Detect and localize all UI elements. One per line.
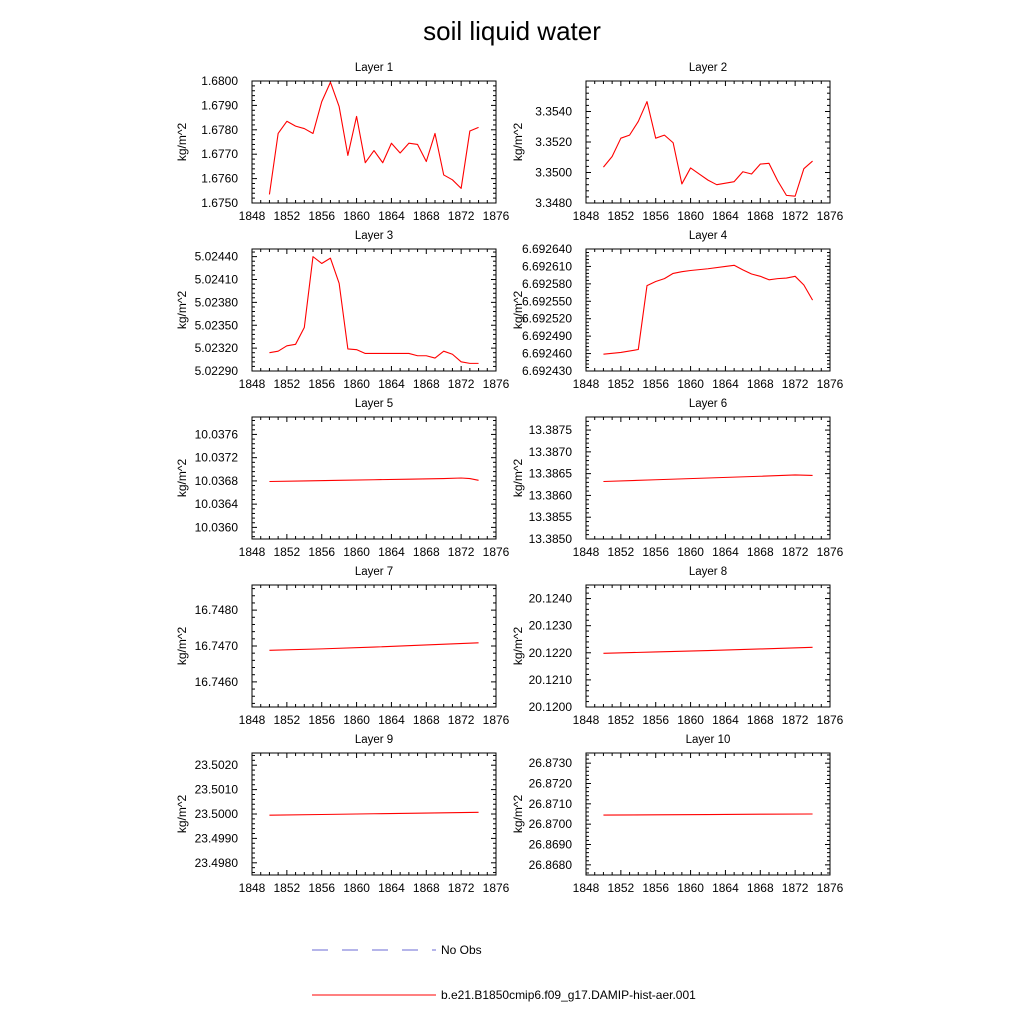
layer-3-series-line-1 bbox=[269, 257, 478, 364]
layer-5-x-tick-label-1852: 1852 bbox=[273, 545, 301, 559]
layer-7-x-tick-label-1856: 1856 bbox=[308, 713, 336, 727]
layer-10-series-line-1 bbox=[603, 814, 812, 815]
layer-3-x-tick-label-1860: 1860 bbox=[343, 377, 370, 391]
layer-6-y-tick-label-13-3855: 13.3855 bbox=[528, 510, 572, 525]
layer-9-x-tick-label-1852: 1852 bbox=[273, 881, 301, 895]
layer-6-x-tick-label-1876: 1876 bbox=[816, 545, 844, 559]
layer-5-y-tick-label-10-0364: 10.0364 bbox=[194, 497, 238, 512]
layer-4-x-tick-label-1872: 1872 bbox=[781, 377, 809, 391]
layer-5-y-tick-label-10-0360: 10.0360 bbox=[194, 520, 238, 535]
layer-3-plot-frame bbox=[252, 249, 496, 371]
layer-10-y-tick-label-26-8710: 26.8710 bbox=[528, 796, 572, 811]
layer-7-y-axis-label: kg/m^2 bbox=[175, 626, 189, 666]
layer-2-title: Layer 2 bbox=[688, 62, 728, 74]
layer-3-y-tick-label-5-02440: 5.02440 bbox=[194, 249, 238, 264]
layer-4-plot-frame bbox=[586, 249, 830, 371]
layer-10-x-tick-label-1848: 1848 bbox=[572, 881, 600, 895]
panel-layer-10 bbox=[511, 734, 844, 895]
layer-2-x-tick-label-1872: 1872 bbox=[781, 209, 809, 223]
figure-title: soil liquid water bbox=[423, 16, 601, 46]
layer-4-x-tick-label-1852: 1852 bbox=[607, 377, 635, 391]
layer-8-y-tick-label-20-1220: 20.1220 bbox=[528, 645, 572, 660]
layer-1-y-tick-label-1-6760: 1.6760 bbox=[201, 171, 238, 186]
panel-layer-3 bbox=[175, 230, 510, 391]
layer-4-x-tick-label-1864: 1864 bbox=[712, 377, 739, 391]
panel-layer-4 bbox=[511, 230, 844, 391]
layer-6-x-tick-label-1860: 1860 bbox=[677, 545, 704, 559]
layer-5-x-tick-label-1872: 1872 bbox=[447, 545, 475, 559]
layer-8-x-tick-label-1852: 1852 bbox=[607, 713, 635, 727]
layer-9-series-line-1 bbox=[269, 812, 478, 815]
layer-10-y-axis-label: kg/m^2 bbox=[511, 794, 525, 834]
layer-1-plot-frame bbox=[252, 81, 496, 203]
layer-2-y-tick-label-3-3480: 3.3480 bbox=[535, 196, 572, 210]
layer-9-x-tick-label-1848: 1848 bbox=[238, 881, 266, 895]
panel-layer-1 bbox=[175, 62, 510, 223]
layer-7-y-tick-label-16-7470: 16.7470 bbox=[194, 639, 238, 653]
layer-5-x-tick-label-1848: 1848 bbox=[238, 545, 266, 559]
layer-8-x-tick-label-1872: 1872 bbox=[781, 713, 809, 727]
layer-3-y-tick-label-5-02380: 5.02380 bbox=[194, 295, 238, 310]
layer-2-series-line-1 bbox=[603, 102, 812, 197]
layer-5-x-tick-label-1876: 1876 bbox=[482, 545, 510, 559]
layer-3-x-tick-label-1848: 1848 bbox=[238, 377, 266, 391]
layer-7-x-tick-label-1860: 1860 bbox=[343, 713, 370, 727]
layer-6-series-line-1 bbox=[603, 475, 812, 482]
layer-5-y-tick-label-10-0368: 10.0368 bbox=[194, 473, 238, 488]
layer-8-y-tick-label-20-1200: 20.1200 bbox=[528, 700, 572, 714]
layer-4-y-tick-label-6-692460: 6.692460 bbox=[521, 346, 572, 361]
layer-6-title: Layer 6 bbox=[688, 398, 728, 410]
layer-3-x-tick-label-1852: 1852 bbox=[273, 377, 301, 391]
layer-10-x-tick-label-1856: 1856 bbox=[642, 881, 670, 895]
layer-1-y-tick-label-1-6790: 1.6790 bbox=[201, 98, 238, 113]
layer-6-x-tick-label-1872: 1872 bbox=[781, 545, 809, 559]
layer-4-title: Layer 4 bbox=[688, 230, 728, 242]
layer-7-x-tick-label-1868: 1868 bbox=[412, 713, 440, 727]
layer-8-title: Layer 8 bbox=[688, 566, 728, 578]
layer-3-x-tick-label-1864: 1864 bbox=[378, 377, 405, 391]
layer-1-x-tick-label-1848: 1848 bbox=[238, 209, 266, 223]
layer-2-y-tick-label-3-3520: 3.3520 bbox=[535, 135, 572, 149]
layer-3-x-tick-label-1872: 1872 bbox=[447, 377, 475, 391]
layer-4-y-tick-label-6-692550: 6.692550 bbox=[521, 294, 572, 309]
layer-9-x-tick-label-1876: 1876 bbox=[482, 881, 510, 895]
layer-4-x-tick-label-1868: 1868 bbox=[746, 377, 774, 391]
layer-9-y-tick-label-23-5000: 23.5000 bbox=[194, 807, 238, 821]
layer-8-y-axis-label: kg/m^2 bbox=[511, 626, 525, 666]
layer-1-y-tick-label-1-6770: 1.6770 bbox=[201, 147, 238, 162]
layer-3-x-tick-label-1876: 1876 bbox=[482, 377, 510, 391]
layer-8-y-tick-label-20-1230: 20.1230 bbox=[528, 618, 572, 633]
layer-10-y-tick-label-26-8720: 26.8720 bbox=[528, 776, 572, 791]
layer-4-y-axis-label: kg/m^2 bbox=[511, 290, 525, 330]
layer-1-x-tick-label-1876: 1876 bbox=[482, 209, 510, 223]
panel-layer-6 bbox=[511, 398, 844, 559]
layer-1-x-tick-label-1856: 1856 bbox=[308, 209, 336, 223]
layer-2-y-tick-label-3-3540: 3.3540 bbox=[535, 104, 572, 119]
panel-layer-7 bbox=[175, 566, 510, 727]
layer-6-y-tick-label-13-3870: 13.3870 bbox=[528, 444, 572, 459]
layer-2-x-tick-label-1852: 1852 bbox=[607, 209, 635, 223]
layer-10-x-tick-label-1852: 1852 bbox=[607, 881, 635, 895]
layer-6-y-axis-label: kg/m^2 bbox=[511, 458, 525, 498]
layer-4-x-tick-label-1856: 1856 bbox=[642, 377, 670, 391]
layer-9-y-tick-label-23-4990: 23.4990 bbox=[194, 831, 238, 846]
layer-10-x-tick-label-1872: 1872 bbox=[781, 881, 809, 895]
layer-2-x-tick-label-1864: 1864 bbox=[712, 209, 739, 223]
layer-9-title: Layer 9 bbox=[354, 734, 394, 746]
legend bbox=[312, 943, 696, 1002]
layer-2-x-tick-label-1848: 1848 bbox=[572, 209, 600, 223]
layer-8-plot-frame bbox=[586, 585, 830, 707]
layer-10-y-tick-label-26-8700: 26.8700 bbox=[528, 817, 572, 832]
layer-1-y-tick-label-1-6780: 1.6780 bbox=[201, 122, 238, 137]
layer-7-plot-frame bbox=[252, 585, 496, 707]
layer-4-x-tick-label-1848: 1848 bbox=[572, 377, 600, 391]
layer-10-x-tick-label-1876: 1876 bbox=[816, 881, 844, 895]
layer-2-x-tick-label-1876: 1876 bbox=[816, 209, 844, 223]
layer-10-y-tick-label-26-8680: 26.8680 bbox=[528, 857, 572, 872]
layer-8-x-tick-label-1848: 1848 bbox=[572, 713, 600, 727]
layer-7-x-tick-label-1872: 1872 bbox=[447, 713, 475, 727]
panels bbox=[175, 62, 844, 895]
layer-8-y-tick-label-20-1210: 20.1210 bbox=[528, 672, 572, 687]
layer-3-x-tick-label-1868: 1868 bbox=[412, 377, 440, 391]
layer-8-x-tick-label-1864: 1864 bbox=[712, 713, 739, 727]
layer-10-y-tick-label-26-8690: 26.8690 bbox=[528, 837, 572, 852]
layer-6-y-tick-label-13-3865: 13.3865 bbox=[528, 466, 572, 481]
layer-6-x-tick-label-1868: 1868 bbox=[746, 545, 774, 559]
layer-9-x-tick-label-1864: 1864 bbox=[378, 881, 405, 895]
layer-10-title: Layer 10 bbox=[685, 734, 731, 746]
layer-5-y-axis-label: kg/m^2 bbox=[175, 458, 189, 498]
layer-1-x-tick-label-1864: 1864 bbox=[378, 209, 405, 223]
layer-3-title: Layer 3 bbox=[354, 230, 394, 242]
layer-4-y-tick-label-6-692430: 6.692430 bbox=[521, 364, 572, 378]
layer-1-y-axis-label: kg/m^2 bbox=[175, 122, 189, 162]
layer-4-x-tick-label-1876: 1876 bbox=[816, 377, 844, 391]
layer-9-x-tick-label-1860: 1860 bbox=[343, 881, 370, 895]
layer-4-series-line-1 bbox=[603, 265, 812, 354]
layer-2-plot-frame bbox=[586, 81, 830, 203]
layer-2-x-tick-label-1856: 1856 bbox=[642, 209, 670, 223]
layer-9-x-tick-label-1872: 1872 bbox=[447, 881, 475, 895]
layer-7-x-tick-label-1852: 1852 bbox=[273, 713, 301, 727]
layer-5-series-line-1 bbox=[269, 478, 478, 481]
layer-2-y-axis-label: kg/m^2 bbox=[511, 122, 525, 162]
layer-7-x-tick-label-1876: 1876 bbox=[482, 713, 510, 727]
layer-10-x-tick-label-1868: 1868 bbox=[746, 881, 774, 895]
layer-4-y-tick-label-6-692490: 6.692490 bbox=[521, 329, 572, 344]
layer-5-x-tick-label-1860: 1860 bbox=[343, 545, 370, 559]
layer-1-y-tick-label-1-6800: 1.6800 bbox=[201, 74, 238, 88]
layer-5-x-tick-label-1856: 1856 bbox=[308, 545, 336, 559]
layer-4-y-tick-label-6-692580: 6.692580 bbox=[521, 276, 572, 291]
layer-3-x-tick-label-1856: 1856 bbox=[308, 377, 336, 391]
layer-8-x-tick-label-1856: 1856 bbox=[642, 713, 670, 727]
legend-label-model-run: b.e21.B1850cmip6.f09_g17.DAMIP-hist-aer.001 bbox=[441, 988, 696, 1002]
layer-7-x-tick-label-1864: 1864 bbox=[378, 713, 405, 727]
layer-4-x-tick-label-1860: 1860 bbox=[677, 377, 704, 391]
layer-3-y-axis-label: kg/m^2 bbox=[175, 290, 189, 330]
layer-5-y-tick-label-10-0376: 10.0376 bbox=[194, 427, 238, 442]
layer-9-x-tick-label-1868: 1868 bbox=[412, 881, 440, 895]
layer-5-title: Layer 5 bbox=[354, 398, 394, 410]
layer-2-x-tick-label-1868: 1868 bbox=[746, 209, 774, 223]
layer-9-y-tick-label-23-4980: 23.4980 bbox=[194, 855, 238, 870]
layer-5-x-tick-label-1868: 1868 bbox=[412, 545, 440, 559]
layer-7-y-tick-label-16-7480: 16.7480 bbox=[194, 603, 238, 618]
layer-5-y-tick-label-10-0372: 10.0372 bbox=[194, 450, 238, 465]
layer-6-x-tick-label-1852: 1852 bbox=[607, 545, 635, 559]
layer-9-y-tick-label-23-5010: 23.5010 bbox=[194, 782, 238, 797]
layer-2-x-tick-label-1860: 1860 bbox=[677, 209, 704, 223]
layer-7-title: Layer 7 bbox=[354, 566, 394, 578]
layer-1-x-tick-label-1868: 1868 bbox=[412, 209, 440, 223]
layer-6-x-tick-label-1848: 1848 bbox=[572, 545, 600, 559]
panel-layer-8 bbox=[511, 566, 844, 727]
layer-2-y-tick-label-3-3500: 3.3500 bbox=[535, 165, 572, 180]
layer-10-x-tick-label-1860: 1860 bbox=[677, 881, 704, 895]
layer-7-y-tick-label-16-7460: 16.7460 bbox=[194, 674, 238, 689]
layer-6-x-tick-label-1856: 1856 bbox=[642, 545, 670, 559]
layer-1-series-line-1 bbox=[269, 82, 478, 194]
layer-8-x-tick-label-1876: 1876 bbox=[816, 713, 844, 727]
layer-1-x-tick-label-1872: 1872 bbox=[447, 209, 475, 223]
layer-6-y-tick-label-13-3860: 13.3860 bbox=[528, 488, 572, 503]
layer-1-y-tick-label-1-6750: 1.6750 bbox=[201, 196, 238, 210]
layer-1-x-tick-label-1860: 1860 bbox=[343, 209, 370, 223]
layer-3-y-tick-label-5-02290: 5.02290 bbox=[194, 364, 238, 378]
layer-8-y-tick-label-20-1240: 20.1240 bbox=[528, 591, 572, 606]
layer-3-y-tick-label-5-02350: 5.02350 bbox=[194, 318, 238, 333]
layer-10-x-tick-label-1864: 1864 bbox=[712, 881, 739, 895]
layer-1-title: Layer 1 bbox=[354, 62, 394, 74]
layer-5-x-tick-label-1864: 1864 bbox=[378, 545, 405, 559]
layer-3-y-tick-label-5-02320: 5.02320 bbox=[194, 341, 238, 356]
layer-4-y-tick-label-6-692640: 6.692640 bbox=[521, 242, 572, 256]
layer-7-series-line-1 bbox=[269, 643, 478, 651]
layer-6-y-tick-label-13-3850: 13.3850 bbox=[528, 532, 572, 546]
layer-7-x-tick-label-1848: 1848 bbox=[238, 713, 266, 727]
layer-4-y-tick-label-6-692520: 6.692520 bbox=[521, 311, 572, 326]
layer-9-y-axis-label: kg/m^2 bbox=[175, 794, 189, 834]
layer-9-y-tick-label-23-5020: 23.5020 bbox=[194, 758, 238, 773]
panel-layer-5 bbox=[175, 398, 510, 559]
legend-label-no-obs: No Obs bbox=[441, 943, 482, 957]
layer-8-x-tick-label-1860: 1860 bbox=[677, 713, 704, 727]
layer-10-y-tick-label-26-8730: 26.8730 bbox=[528, 756, 572, 771]
layer-1-x-tick-label-1852: 1852 bbox=[273, 209, 301, 223]
layer-9-x-tick-label-1856: 1856 bbox=[308, 881, 336, 895]
layer-8-series-line-1 bbox=[603, 647, 812, 653]
panel-layer-9 bbox=[175, 734, 510, 895]
layer-6-x-tick-label-1864: 1864 bbox=[712, 545, 739, 559]
layer-3-y-tick-label-5-02410: 5.02410 bbox=[194, 272, 238, 287]
panel-layer-2 bbox=[511, 62, 844, 223]
layer-6-y-tick-label-13-3875: 13.3875 bbox=[528, 423, 572, 438]
layer-4-y-tick-label-6-692610: 6.692610 bbox=[521, 259, 572, 274]
layer-8-x-tick-label-1868: 1868 bbox=[746, 713, 774, 727]
